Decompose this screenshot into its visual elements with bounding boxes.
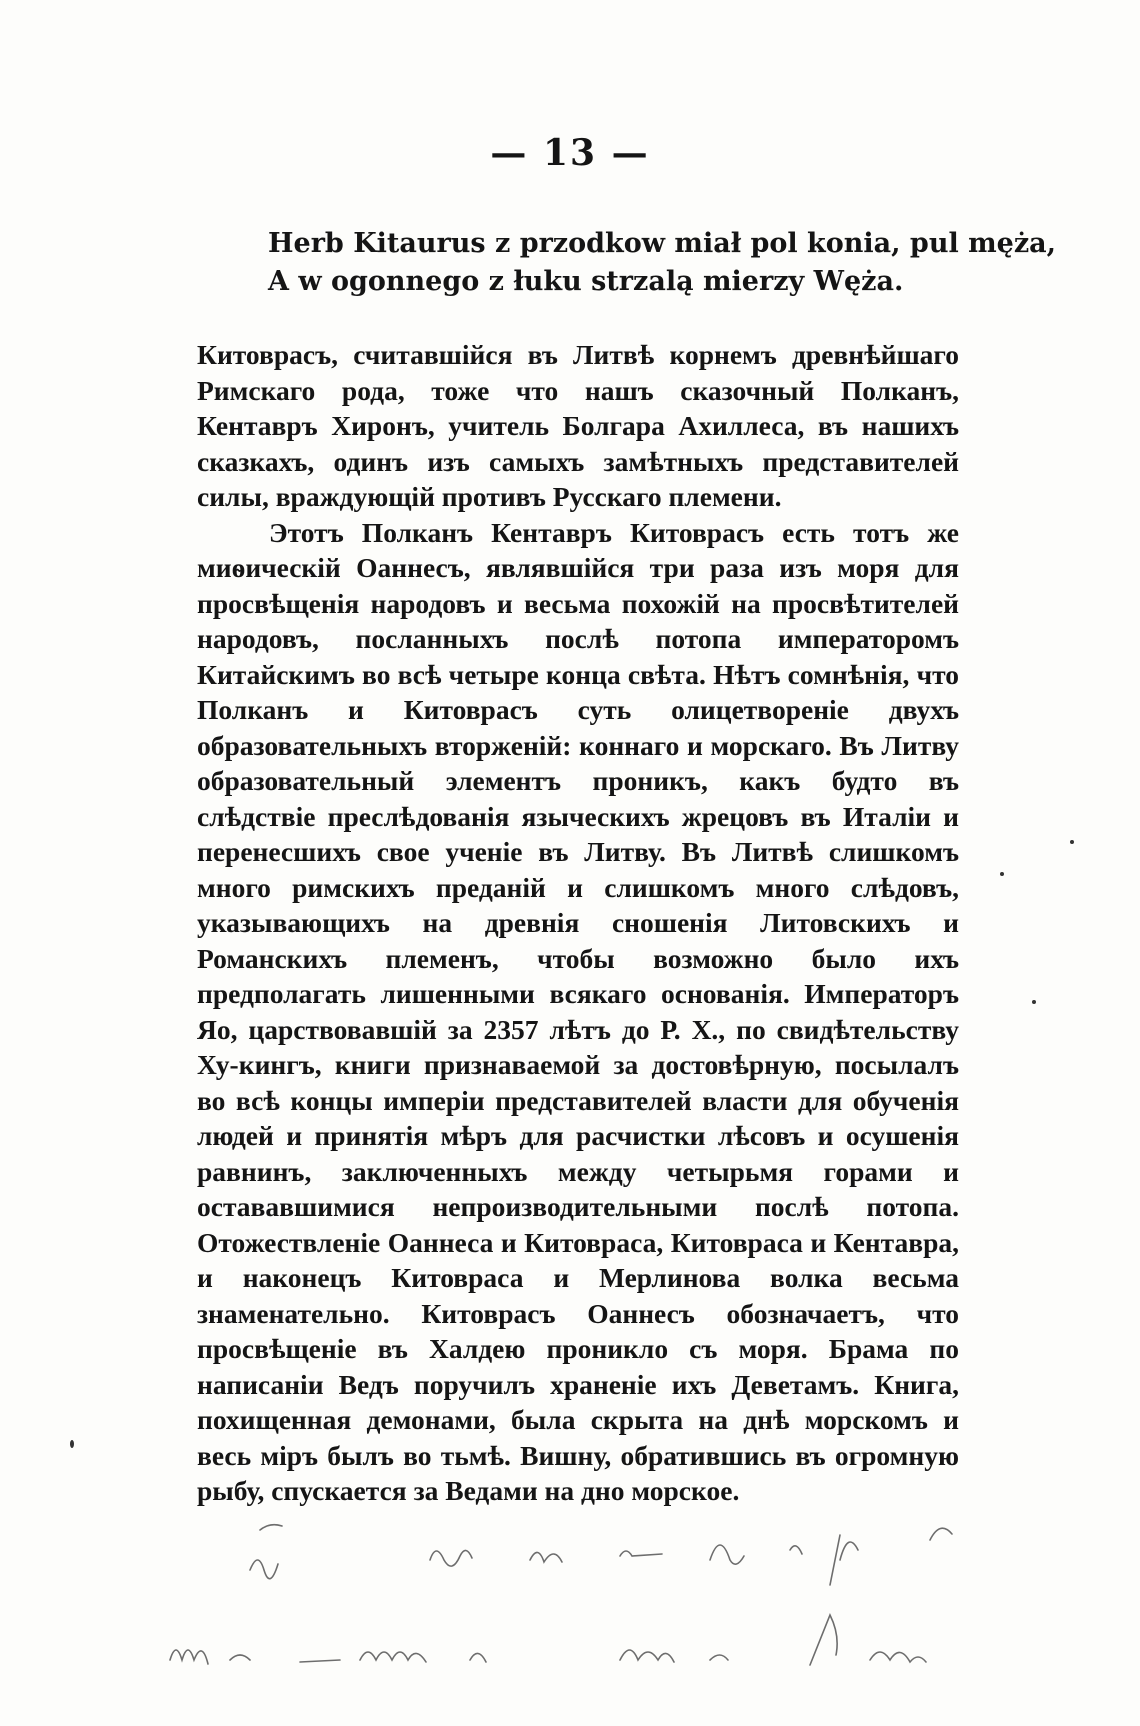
speck xyxy=(70,1440,74,1448)
paragraph: Этотъ Полканъ Кентавръ Китоврасъ есть тотъ же миѳическій Оаннесъ, являвшійся три раза изъ моря для просвѣщенія народовъ и весьма похожій на просвѣтителей народовъ, посланныхъ послѣ потопа императоромъ Китайскимъ во всѣ четыре конца свѣта. Нѣтъ сомнѣнія, что Полканъ и Китоврасъ суть олицетвореніе двухъ образовательныхъ вторженій: коннаго и морскаго. Въ Литву образовательный элементъ проникъ, какъ будто въ слѣдствіе преслѣдованія языческихъ жрецовъ въ Италіи и перенесшихъ свое ученіе въ Литву. Въ Литвѣ слишкомъ много римскихъ преданій и слишкомъ много слѣдовъ, указывающихъ на древнія сношенія Литовскихъ и Романскихъ племенъ, чтобы возможно было ихъ предполагать лишенными всякаго основанія. Императоръ Яо, царствовавшій за 2357 лѣтъ до Р. Х., по свидѣтельству Ху-кингъ, книги признаваемой за достовѣрную, посылалъ во всѣ концы имперіи представителей власти для обученія людей и принятія мѣръ для расчистки лѣсовъ и осушенія равнинъ, заключенныхъ между четырьмя горами и остававшимися непроизводительными послѣ потопа. Отожествленіе Оаннеса и Китовраса, Китовраса и Кентавра, и наконецъ Китовраса и Мерлинова волка весьма знаменательно. Китоврасъ Оаннесъ обозначаетъ, что просвѣщеніе въ Халдею проникло съ моря. Брама по написаніи Ведъ поручилъ храненіе ихъ Деветамъ. Книга, похищенная демонами, была скрыта на днѣ морскомъ и весь міръ былъ во тьмѣ. Вишну, обратившись въ огромную рыбу, спускается за Ведами на дно морское. xyxy=(197,516,959,1506)
speck xyxy=(1000,872,1004,876)
epigraph-line: A w ogonnego z łuku strzalą mierzy Węża. xyxy=(268,266,904,297)
speck xyxy=(1032,1000,1036,1004)
pencil-marginalia xyxy=(150,1490,1100,1690)
epigraph-line: Herb Kitaurus z przodkow miał pol konia, pul męża, xyxy=(268,228,1057,259)
speck xyxy=(1070,840,1074,844)
paragraph: Китоврасъ, считавшійся въ Литвѣ корнемъ древнѣйшаго Римскаго рода, тоже что нашъ сказочный Полканъ, Кентавръ Хиронъ, учитель Болгара Ахиллеса, въ нашихъ сказкахъ, одинъ изъ самыхъ замѣтныхъ представителей силы, враждующій противъ Русскаго племени. xyxy=(197,339,959,512)
handwriting-scribble-icon xyxy=(150,1490,1100,1690)
page-number: — 13 — xyxy=(490,132,650,174)
body-text xyxy=(197,337,959,1509)
polish-epigraph xyxy=(268,225,1057,301)
